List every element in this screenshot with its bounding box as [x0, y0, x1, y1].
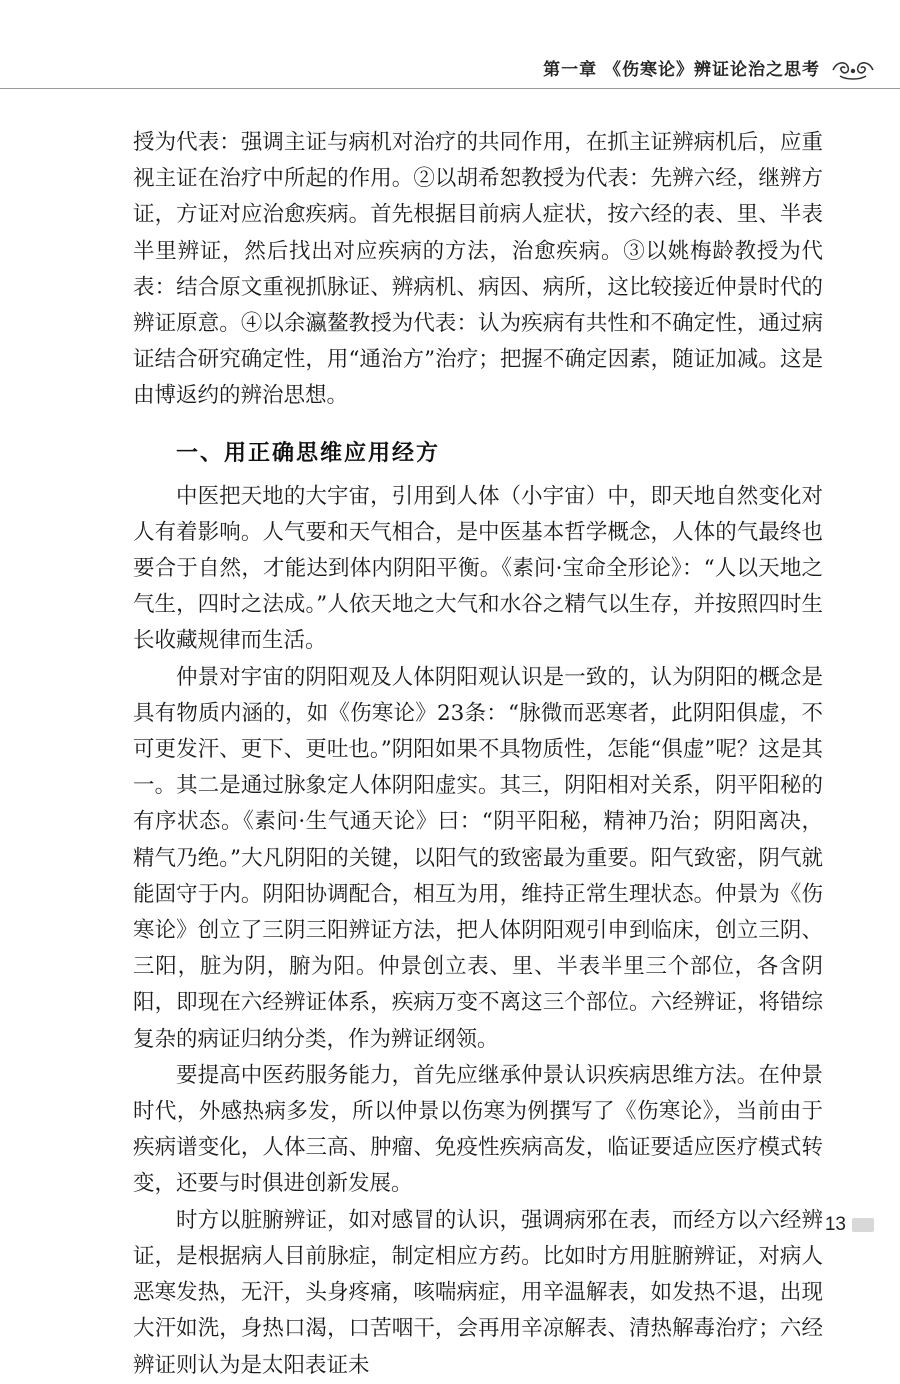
body-paragraph: 要提高中医药服务能力，首先应继承仲景认识疾病思维方法。在仲景时代，外感热病多发，所以仲景以伤寒为例撰写了《伤寒论》，当前由于疾病谱变化，人体三高、肿瘤、免疫性疾病高发，临证要适应医疗模式转变，还要与时俱进创新发展。: [133, 1062, 823, 1197]
section-heading: 一、用正确思维应用经方: [176, 439, 441, 466]
body-paragraph: 中医把天地的大宇宙，引用到人体（小宇宙）中，即天地自然变化对人有着影响。人气要和天气相合，是中医基本哲学概念，人体的气最终也要合于自然，才能达到体内阴阳平衡。《素问·宝命全形论》：“人以天地之气生，四时之法成。”人依天地之大气和水谷之精气以生存，并按照四时生长收藏规律而生活。: [133, 483, 823, 654]
body-paragraph: 时方以脏腑辨证，如对感冒的认识，强调病邪在表，而经方以六经辨证，是根据病人目前脉症，制定相应方药。比如时方用脏腑辨证，对病人恶寒发热，无汗，头身疼痛，咳喘病症，用辛温解表，如发热不退，出现大汗如洗，身热口渴，口苦咽干，会再用辛凉解表、清热解毒治疗；六经辨证则认为是太阳表证未: [133, 1207, 823, 1378]
header-rule: [0, 88, 900, 89]
page-corner-tab: [852, 1218, 874, 1232]
scroll-ornament-icon: [830, 58, 876, 82]
body-paragraph: 授为代表：强调主证与病机对治疗的共同作用，在抓主证辨病机后，应重视主证在治疗中所起的作用。②以胡希恕教授为代表：先辨六经，继辨方证，方证对应治愈疾病。首先根据目前病人症状，按六经的表、里、半表半里辨证，然后找出对应疾病的方法，治愈疾病。③以姚梅龄教授为代表：结合原文重视抓脉证、辨病机、病因、病所，这比较接近仲景时代的辨证原意。④以余瀛鳌教授为代表：认为疾病有共性和不确定性，通过病证结合研究确定性，用“通治方”治疗；把握不确定因素，随证加减。这是由博返约的辨治思想。: [133, 130, 823, 409]
running-head-title: 第一章 《伤寒论》辨证论治之思考: [543, 60, 820, 80]
body-paragraph: 仲景对宇宙的阴阳观及人体阴阳观认识是一致的，认为阴阳的概念是具有物质内涵的，如《伤寒论》23条：“脉微而恶寒者，此阴阳俱虚，不可更发汗、更下、更吐也。”阴阳如果不具物质性，怎能“俱虚”呢？这是其一。其二是通过脉象定人体阴阳虚实。其三，阴阳相对关系，阴平阳秘的有序状态。《素问·生气通天论》曰：“阴平阳秘，精神乃治；阴阳离决，精气乃绝。”大凡阴阳的关键，以阳气的致密最为重要。阳气致密，阴气就能固守于内。阴阳协调配合，相互为用，维持正常生理状态。仲景为《伤寒论》创立了三阴三阳辨证方法，把人体阴阳观引申到临床，创立三阴、三阳，脏为阴，腑为阳。仲景创立表、里、半表半里三个部位，各含阴阳，即现在六经辨证体系，疾病万变不离这三个部位。六经辨证，将错综复杂的病证归纳分类，作为辨证纲领。: [133, 664, 823, 1052]
page-body: [133, 125, 823, 1384]
page-number: 13: [824, 1214, 846, 1235]
